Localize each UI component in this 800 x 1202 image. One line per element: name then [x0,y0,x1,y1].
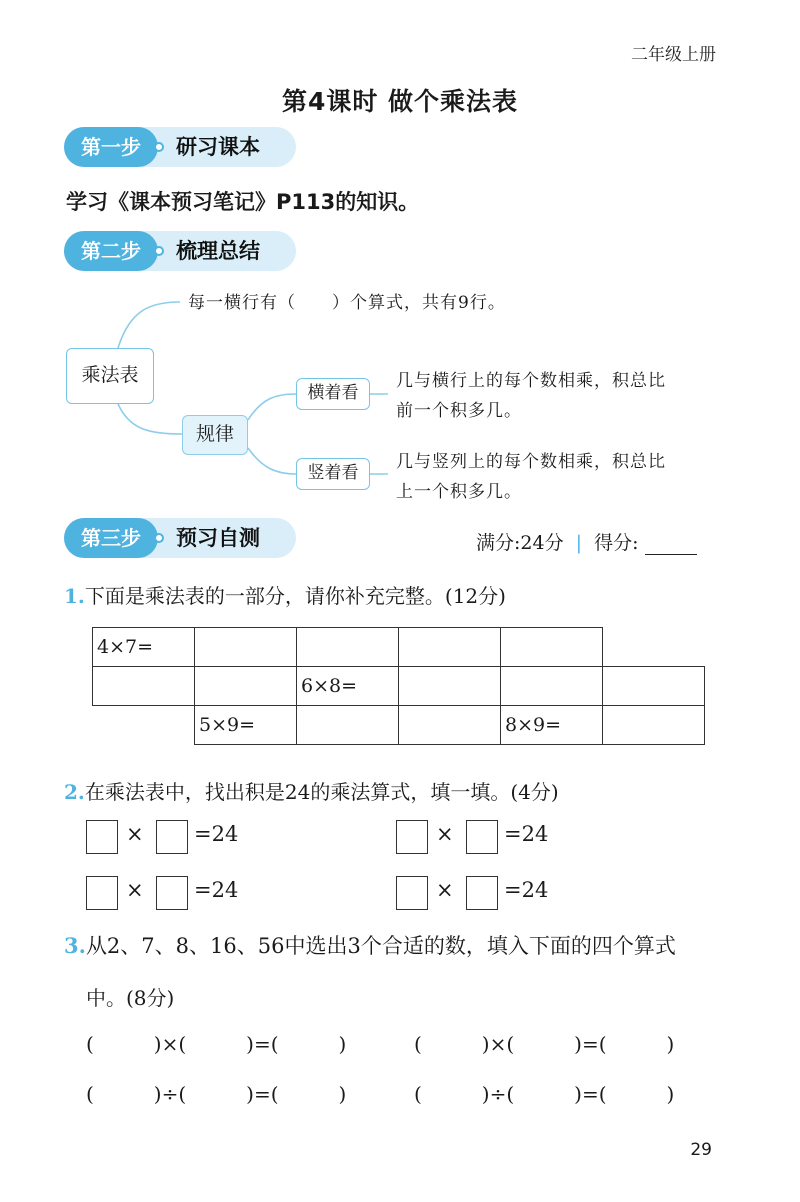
mindmap-vertical: 竖着看 [296,458,370,490]
step3-tag: 第三步 [64,518,158,558]
times-sign: × [126,878,144,902]
mindmap-horizontal: 横着看 [296,378,370,410]
table-row [93,628,705,667]
table-cell-blank[interactable] [195,667,297,706]
table-cell-blank[interactable] [603,667,705,706]
answer-box[interactable] [466,820,498,854]
page-title: 第4课时 做个乘法表 [281,87,519,116]
table-cell-empty [93,706,195,745]
equation-result: =24 [504,822,549,846]
multiplication-table [92,627,705,745]
connector-root-top [118,302,180,348]
answer-box[interactable] [86,876,118,910]
table-row [93,667,705,706]
q3-line2: 中。(8分) [86,986,175,1010]
q3-equation-divide[interactable]: ( )÷( )=( ) [414,1082,675,1106]
q1-number: 1. [64,584,85,608]
score-blank[interactable] [645,536,697,555]
answer-box[interactable] [156,820,188,854]
q3-equation-multiply[interactable]: ( )×( )=( ) [86,1032,347,1056]
mindmap-branch-top: 每一横行有（ ）个算式，共有9行。 [188,293,506,313]
table-cell-empty [603,628,705,667]
mindmap-horizontal-line1: 几与横行上的每个数相乘，积总比 [396,371,666,391]
table-cell: 8×9= [501,706,603,745]
page-number: 29 [690,1140,712,1160]
q3-prompt [64,930,676,960]
step1-label: 研习课本 [176,135,260,159]
q3-equation-divide[interactable]: ( )÷( )=( ) [86,1082,347,1106]
equation-result: =24 [504,878,549,902]
equation-result: =24 [194,822,239,846]
times-sign: × [436,822,454,846]
q3-equation-multiply[interactable]: ( )×( )=( ) [414,1032,675,1056]
connector-rule-horizontal [248,394,296,420]
table-cell-blank[interactable] [93,667,195,706]
mindmap-rule: 规律 [182,415,248,455]
mindmap-horizontal-line2: 前一个积多几。 [396,401,522,421]
score-line [476,528,697,555]
q3-line1: 从2、7、8、16、56中选出3个合适的数，填入下面的四个算式 [85,934,676,958]
step-dot-icon [154,533,164,543]
table-cell-blank[interactable] [297,628,399,667]
answer-box[interactable] [466,876,498,910]
table-cell-blank[interactable] [399,628,501,667]
table-cell: 6×8= [297,667,399,706]
table-cell-blank[interactable] [399,667,501,706]
table-cell-blank[interactable] [399,706,501,745]
step3-label: 预习自测 [176,526,260,550]
q2-number: 2. [64,780,85,804]
mindmap-connectors [0,0,800,520]
table-row [93,706,705,745]
step1-text: 学习《课本预习笔记》P113的知识。 [66,190,420,214]
table-cell-blank[interactable] [501,667,603,706]
table-cell-blank[interactable] [603,706,705,745]
table-cell-blank[interactable] [501,628,603,667]
score-label: 得分: [594,532,639,554]
step3-header [64,518,296,558]
step1-tag: 第一步 [64,127,158,167]
equation-result: =24 [194,878,239,902]
q1-prompt [64,580,506,609]
full-score: 满分:24分 [476,532,564,554]
mindmap-vertical-line2: 上一个积多几。 [396,482,522,502]
grade-label: 二年级上册 [631,45,716,65]
table-cell-blank[interactable] [297,706,399,745]
answer-box[interactable] [396,820,428,854]
table-cell: 4×7= [93,628,195,667]
score-divider: | [575,532,583,554]
table-cell-blank[interactable] [195,628,297,667]
q2-prompt [64,776,559,805]
table-cell: 5×9= [195,706,297,745]
times-sign: × [436,878,454,902]
mindmap-root: 乘法表 [66,348,154,404]
q3-number: 3. [64,933,86,958]
q2-text: 在乘法表中，找出积是24的乘法算式，填一填。(4分) [84,780,559,804]
connector-root-rule [118,404,182,434]
answer-box[interactable] [396,876,428,910]
times-sign: × [126,822,144,846]
step2-tag: 第二步 [64,231,158,271]
answer-box[interactable] [156,876,188,910]
answer-box[interactable] [86,820,118,854]
step2-label: 梳理总结 [176,239,260,263]
mindmap-vertical-line1: 几与竖列上的每个数相乘，积总比 [396,452,666,472]
q1-text: 下面是乘法表的一部分，请你补充完整。(12分) [84,584,506,608]
connector-rule-vertical [248,448,296,474]
